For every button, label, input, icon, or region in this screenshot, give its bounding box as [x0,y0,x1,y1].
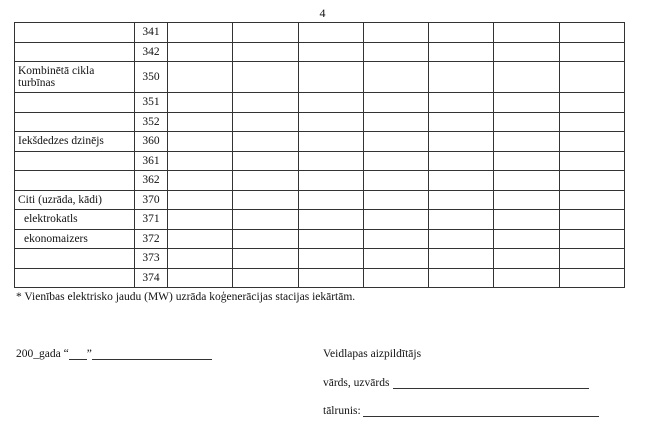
blank-cell [298,132,363,152]
table-row [15,132,625,152]
blank-cell [494,23,559,43]
blank-cell [494,190,559,210]
blank-cell [363,190,428,210]
blank-cell [233,132,298,152]
blank-cell [559,171,624,191]
table-row [15,42,625,62]
row-name: ekonomaizers [15,229,135,249]
blank-cell [168,171,233,191]
blank-cell [429,151,494,171]
page-number: 4 [319,6,326,20]
blank-cell [494,229,559,249]
row-name: Kombinētā cikla turbīnas [15,62,135,93]
blank-cell [429,229,494,249]
table-row [15,62,625,93]
blank-cell [168,93,233,113]
blank-cell [363,42,428,62]
blank-cell [298,268,363,288]
blank-cell [363,62,428,93]
row-code: 342 [135,42,168,62]
blank-cell [298,249,363,269]
table-row [15,112,625,132]
blank-cell [363,210,428,230]
blank-cell [233,112,298,132]
name-label: vārds, uzvārds [323,377,390,389]
row-code: 374 [135,268,168,288]
row-code: 361 [135,151,168,171]
blank-cell [363,112,428,132]
name-line [323,377,589,389]
name-blank [393,377,589,389]
blank-cell [494,42,559,62]
blank-cell [168,151,233,171]
blank-cell [298,93,363,113]
blank-cell [559,268,624,288]
table-row [15,190,625,210]
row-code: 341 [135,23,168,43]
blank-cell [494,151,559,171]
row-code: 373 [135,249,168,269]
blank-cell [168,42,233,62]
row-name: Iekšdedzes dzinējs [15,132,135,152]
table-row [15,210,625,230]
blank-cell [559,249,624,269]
blank-cell [559,62,624,93]
blank-cell [298,62,363,93]
blank-cell [233,229,298,249]
table-row [15,23,625,43]
date-line [16,348,212,360]
blank-cell [168,190,233,210]
phone-line [323,405,599,417]
blank-cell [363,171,428,191]
blank-cell [363,132,428,152]
blank-cell [168,132,233,152]
table-row [15,249,625,269]
phone-blank [363,405,599,417]
row-code: 371 [135,210,168,230]
row-code: 352 [135,112,168,132]
blank-cell [233,171,298,191]
blank-cell [559,229,624,249]
blank-cell [168,210,233,230]
table-row [15,229,625,249]
blank-cell [233,151,298,171]
blank-cell [298,229,363,249]
blank-cell [298,210,363,230]
blank-cell [233,249,298,269]
blank-cell [168,62,233,93]
blank-cell [494,249,559,269]
blank-cell [233,62,298,93]
day-blank [69,348,87,360]
row-name [15,171,135,191]
blank-cell [494,93,559,113]
blank-cell [559,210,624,230]
blank-cell [233,210,298,230]
blank-cell [559,132,624,152]
blank-cell [494,268,559,288]
blank-cell [494,132,559,152]
blank-cell [494,171,559,191]
row-name: elektrokatls [15,210,135,230]
blank-cell [233,190,298,210]
blank-cell [298,171,363,191]
blank-cell [298,23,363,43]
blank-cell [363,229,428,249]
phone-label: tālrunis: [323,405,361,417]
blank-cell [168,268,233,288]
table-row [15,171,625,191]
blank-cell [429,132,494,152]
blank-cell [363,268,428,288]
row-code: 360 [135,132,168,152]
row-name [15,151,135,171]
blank-cell [429,249,494,269]
blank-cell [494,210,559,230]
table-row [15,93,625,113]
blank-cell [298,190,363,210]
blank-cell [363,151,428,171]
blank-cell [494,62,559,93]
blank-cell [168,229,233,249]
row-code: 370 [135,190,168,210]
blank-cell [429,268,494,288]
blank-cell [233,42,298,62]
blank-cell [559,42,624,62]
blank-cell [429,210,494,230]
blank-cell [559,151,624,171]
row-name [15,42,135,62]
blank-cell [233,23,298,43]
blank-cell [559,190,624,210]
month-blank [92,348,212,360]
table-row [15,151,625,171]
blank-cell [298,42,363,62]
table-row [15,268,625,288]
blank-cell [429,112,494,132]
blank-cell [559,23,624,43]
blank-cell [429,93,494,113]
blank-cell [233,268,298,288]
row-name [15,249,135,269]
blank-cell [168,249,233,269]
blank-cell [494,112,559,132]
preparer-label: Veidlapas aizpildītājs [323,348,422,360]
blank-cell [429,190,494,210]
blank-cell [429,23,494,43]
date-mid: ” [86,348,92,360]
blank-cell [363,249,428,269]
blank-cell [298,151,363,171]
row-name [15,23,135,43]
blank-cell [559,93,624,113]
blank-cell [168,23,233,43]
blank-cell [429,42,494,62]
row-code: 362 [135,171,168,191]
blank-cell [429,171,494,191]
footnote: * Vienības elektrisko jaudu (MW) uzrāda koģenerācijas stacijas iekārtām. [16,291,356,303]
blank-cell [233,93,298,113]
row-name [15,268,135,288]
blank-cell [168,112,233,132]
blank-cell [298,112,363,132]
blank-cell [363,93,428,113]
row-code: 350 [135,62,168,93]
row-name [15,93,135,113]
date-prefix: 200_gada “ [16,348,69,360]
row-code: 351 [135,93,168,113]
row-code: 372 [135,229,168,249]
blank-cell [363,23,428,43]
row-name [15,112,135,132]
blank-cell [429,62,494,93]
row-name: Citi (uzrāda, kādi) [15,190,135,210]
blank-cell [559,112,624,132]
data-table [14,22,625,288]
